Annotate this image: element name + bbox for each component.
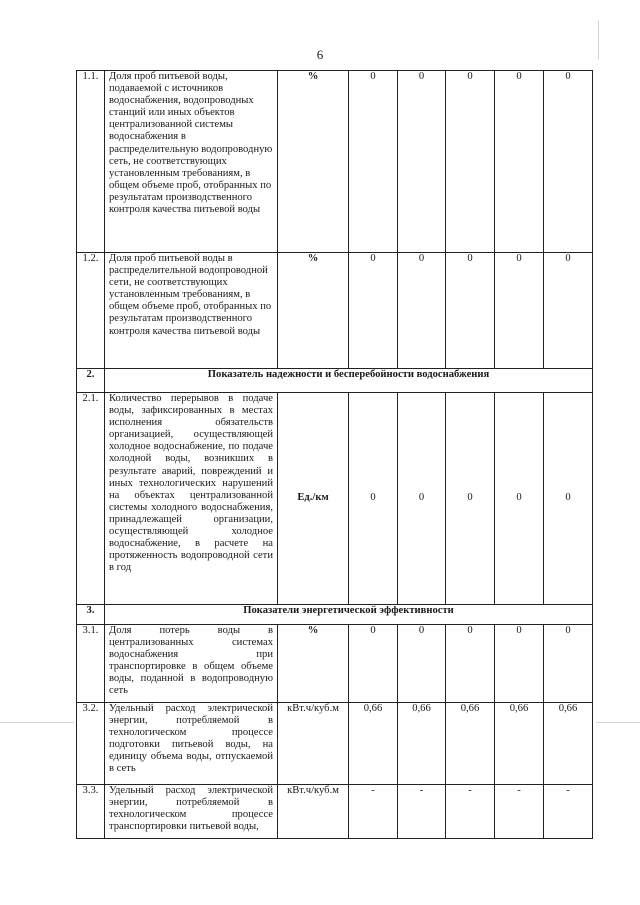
- row-value: 0: [495, 253, 544, 369]
- row-number: 1.2.: [77, 253, 105, 369]
- row-value: 0: [495, 71, 544, 253]
- row-description: Доля проб питьевой воды в распределительной водопроводной сети, не соответствующих установленным требованиям, в общем объеме проб, отобранных по результатам производственного контроля качества питьевой воды: [105, 253, 278, 369]
- row-value: 0: [349, 253, 398, 369]
- section-number: 3.: [77, 605, 105, 625]
- row-value: 0,66: [349, 703, 398, 785]
- row-number: 2.1.: [77, 393, 105, 605]
- row-value: 0: [398, 253, 446, 369]
- row-value: 0: [349, 393, 398, 605]
- table-row: [77, 785, 593, 839]
- row-description: Доля проб питьевой воды, подаваемой с источников водоснабжения, водопроводных станций или иных объектов централизованной системы водоснабжения в распределительную водопроводную сеть, не соответствующих установленным требованиям, в общем объеме проб, отобранных по результатам производственного контроля качества питьевой воды: [105, 71, 278, 253]
- row-unit: кВт.ч/куб.м: [278, 703, 349, 785]
- indicators-table: [76, 70, 593, 839]
- row-unit: кВт.ч/куб.м: [278, 785, 349, 839]
- row-value: 0: [349, 625, 398, 703]
- table-row: [77, 71, 593, 253]
- row-value: 0: [495, 625, 544, 703]
- section-title: Показатели энергетической эффективности: [105, 605, 593, 625]
- table-row: [77, 253, 593, 369]
- row-value: 0: [544, 625, 593, 703]
- row-unit: Ед./км: [278, 393, 349, 605]
- row-value: 0: [398, 625, 446, 703]
- row-value: 0: [398, 71, 446, 253]
- row-value: -: [544, 785, 593, 839]
- row-value: 0: [544, 253, 593, 369]
- section-row: [77, 605, 593, 625]
- row-value: 0: [446, 253, 495, 369]
- page-number: 6: [316, 47, 324, 62]
- scan-mark: [598, 20, 599, 60]
- scan-mark: [596, 722, 640, 723]
- row-value: 0: [495, 393, 544, 605]
- row-value: -: [446, 785, 495, 839]
- row-description: Удельный расход электрической энергии, потребляемой в технологическом процессе подготовки питьевой воды, на единицу объема воды, отпускаемой в сеть: [105, 703, 278, 785]
- row-value: 0: [544, 393, 593, 605]
- row-value: 0: [446, 625, 495, 703]
- section-title: Показатель надежности и бесперебойности водоснабжения: [105, 369, 593, 393]
- row-description: Удельный расход электрической энергии, потребляемой в технологическом процессе транспортировки питьевой воды,: [105, 785, 278, 839]
- row-number: 1.1.: [77, 71, 105, 253]
- row-value: 0: [446, 71, 495, 253]
- row-value: 0: [544, 71, 593, 253]
- row-value: 0,66: [398, 703, 446, 785]
- row-unit: %: [278, 625, 349, 703]
- row-number: 3.1.: [77, 625, 105, 703]
- row-number: 3.2.: [77, 703, 105, 785]
- row-value: 0: [446, 393, 495, 605]
- row-value: -: [495, 785, 544, 839]
- row-value: 0: [349, 71, 398, 253]
- row-value: 0,66: [495, 703, 544, 785]
- row-description: Количество перерывов в подаче воды, зафиксированных в местах исполнения обязательств организацией, осуществляющей холодное водоснабжение, по подаче холодной воды, возникших в результате аварий, повреждений и иных технологических нарушений на объектах централизованной системы холодного водоснабжения, принадлежащей организации, осуществляющей холодное водоснабжение, в расчете на протяженность водопроводной сети в год: [105, 393, 278, 605]
- scan-mark: [0, 722, 74, 723]
- row-description: Доля потерь воды в централизованных системах водоснабжения при транспортировке в общем объеме воды, поданной в водопроводную сеть: [105, 625, 278, 703]
- table-row: [77, 703, 593, 785]
- table-row: [77, 625, 593, 703]
- row-value: 0,66: [446, 703, 495, 785]
- table-row: [77, 393, 593, 605]
- row-number: 3.3.: [77, 785, 105, 839]
- section-row: [77, 369, 593, 393]
- row-unit: %: [278, 71, 349, 253]
- row-value: -: [398, 785, 446, 839]
- row-unit: %: [278, 253, 349, 369]
- row-value: 0: [398, 393, 446, 605]
- section-number: 2.: [77, 369, 105, 393]
- row-value: 0,66: [544, 703, 593, 785]
- row-value: -: [349, 785, 398, 839]
